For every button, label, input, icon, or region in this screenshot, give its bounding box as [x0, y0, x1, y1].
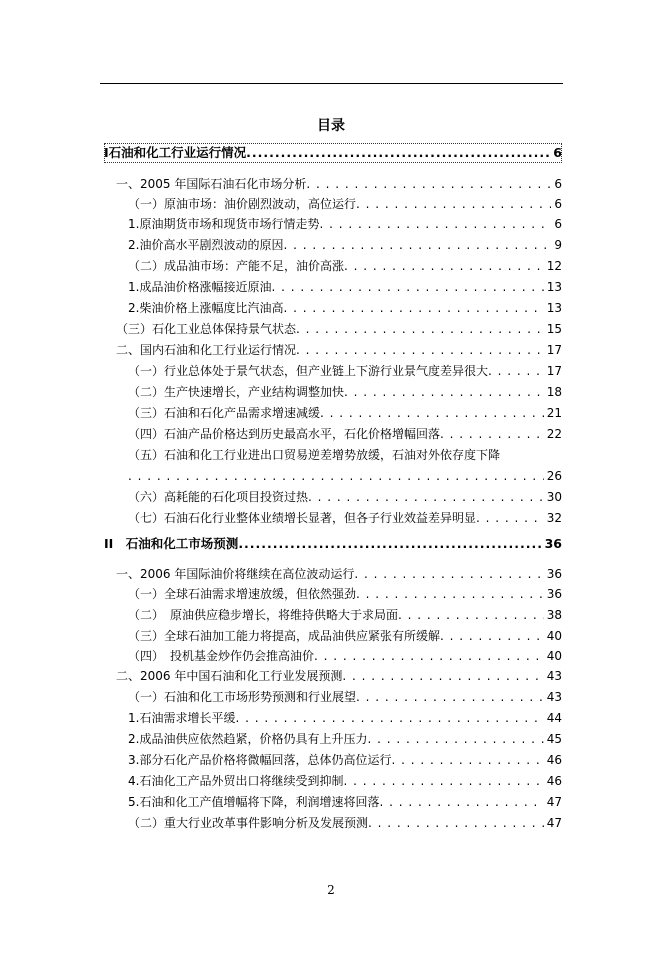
toc-entry-label: 3.部分石化产品价格将微幅回落，总体仍高位运行 — [128, 753, 392, 767]
toc-entry-page: 40 — [546, 629, 562, 643]
toc-entry-label: （一）原油市场：油价剧烈波动，高位运行 — [128, 197, 357, 211]
toc-entry-page: 26 — [546, 469, 562, 483]
toc-entry[interactable] — [128, 361, 562, 381]
toc-entry-page: 17 — [546, 343, 562, 357]
toc-entry-page: 46 — [546, 753, 562, 767]
toc-entry-page: 44 — [546, 711, 562, 725]
toc-entry-label: （二）生产快速增长，产业结构调整加快 — [128, 385, 345, 399]
toc-entry-page: 38 — [546, 608, 562, 622]
toc-entry-page: 6 — [553, 145, 562, 160]
toc-entry-label: （一）行业总体处于景气状态，但产业链上下游行业景气度差异很大 — [128, 364, 489, 378]
toc-entry[interactable] — [128, 382, 562, 402]
toc-entry[interactable] — [116, 174, 562, 194]
toc-entry-page: 43 — [546, 669, 562, 683]
header-rule — [100, 83, 563, 84]
page-number: 2 — [327, 883, 335, 897]
toc-entry-label: （三）石油和石化产品需求增速减缓 — [128, 406, 321, 420]
toc-entry-label: （六）高耗能的石化项目投资过热 — [128, 490, 309, 504]
toc-entry-page: 36 — [546, 587, 562, 601]
toc-entry-page: 9 — [554, 238, 562, 252]
toc-entry-page: 6 — [554, 217, 562, 231]
toc-entry[interactable] — [128, 729, 562, 749]
toc-entry-label: （三）石化工业总体保持景气状态 — [116, 322, 297, 336]
toc-entry-page: 13 — [546, 280, 562, 294]
toc-entry[interactable] — [128, 194, 562, 214]
toc-entry[interactable] — [116, 319, 562, 339]
toc-entry-label: II 石油和化工市场预测 — [104, 536, 239, 551]
toc-entry-page: 46 — [546, 774, 562, 788]
toc-entry[interactable] — [128, 298, 562, 318]
toc-entry[interactable] — [128, 508, 562, 528]
toc-entry[interactable] — [128, 646, 562, 666]
toc-entry[interactable] — [116, 340, 562, 360]
toc-entry[interactable] — [128, 256, 562, 276]
toc-entry-label: （四）石油产品价格达到历史最高水平，石化价格增幅回落 — [128, 427, 441, 441]
toc-entry-page: 17 — [546, 364, 562, 378]
toc-entry-page: 13 — [546, 301, 562, 315]
toc-entry[interactable] — [128, 626, 562, 646]
toc-entry[interactable] — [128, 750, 562, 770]
toc-entry-page: 30 — [546, 490, 562, 504]
toc-entry-label: 1.石油需求增长平缓 — [128, 711, 236, 725]
toc-entry-label: 5.石油和化工产值增幅将下降，利润增速将回落 — [128, 795, 380, 809]
toc-entry-label: （二）成品油市场：产能不足，油价高涨 — [128, 259, 345, 273]
toc-entry-continuation[interactable] — [128, 466, 562, 486]
toc-entry[interactable] — [116, 666, 562, 686]
toc-entry-label: （三）全球石油加工能力将提高，成品油供应紧张有所缓解 — [128, 629, 441, 643]
toc-entry-label: （五）石油和化工行业进出口贸易逆差增势放缓，石油对外依存度下降 — [128, 448, 501, 462]
toc-entry-label: 2.柴油价格上涨幅度比汽油高 — [128, 301, 284, 315]
toc-entry[interactable] — [128, 424, 562, 444]
toc-entry-page: 12 — [546, 259, 562, 273]
toc-entry[interactable] — [128, 214, 562, 234]
toc-entry-page: 45 — [546, 732, 562, 746]
page-title: 目录 — [317, 118, 345, 134]
toc-entry-page: 47 — [546, 816, 562, 830]
toc-entry-page: 21 — [546, 406, 562, 420]
toc-entry-label: （七）石油石化行业整体业绩增长显著，但各子行业效益差异明显 — [128, 511, 477, 525]
toc-entry[interactable] — [128, 605, 562, 625]
toc-entry-page: 43 — [546, 690, 562, 704]
toc-entry-label: 1.原油期货市场和现货市场行情走势 — [128, 217, 320, 231]
toc-entry-label: 2.油价高水平剧烈波动的原因 — [128, 238, 284, 252]
toc-entry[interactable] — [104, 534, 562, 554]
toc-entry[interactable] — [128, 687, 562, 707]
toc-entry[interactable] — [128, 487, 562, 507]
toc-entry-label: （二）重大行业改革事件影响分析及发展预测 — [128, 816, 369, 830]
toc-entry-label: （一）石油和化工市场形势预测和行业展望 — [128, 690, 357, 704]
toc-entry-label: （四） 投机基金炒作仍会推高油价 — [128, 649, 315, 663]
toc-entry-label: 二、2006 年中国石油和化工行业发展预测 — [116, 669, 343, 683]
toc-entry-page: 6 — [554, 177, 562, 191]
toc-entry[interactable] — [128, 277, 562, 297]
toc-entry[interactable] — [128, 813, 562, 833]
toc-entry-page: 32 — [546, 511, 562, 525]
toc-entry-label: 1.成品油价格涨幅接近原油 — [128, 280, 272, 294]
toc-entry-page: 40 — [546, 649, 562, 663]
toc-entry[interactable] — [116, 564, 562, 584]
toc-entry-label: （二） 原油供应稳步增长，将维持供略大于求局面 — [128, 608, 399, 622]
toc-entry-page: 6 — [554, 197, 562, 211]
toc-entry-label: I石油和化工行业运行情况 — [104, 145, 247, 160]
toc-entry-page: 22 — [546, 427, 562, 441]
toc-entry-page: 18 — [546, 385, 562, 399]
toc-entry-page: 47 — [546, 795, 562, 809]
toc-entry[interactable] — [128, 771, 562, 791]
toc-entry[interactable] — [128, 708, 562, 728]
toc-entry-label: 一、2006 年国际油价将继续在高位波动运行 — [116, 567, 355, 581]
toc-entry-label: （一）全球石油需求增速放缓，但依然强劲 — [128, 587, 357, 601]
toc-entry[interactable] — [128, 235, 562, 255]
toc-entry-page: 36 — [546, 567, 562, 581]
toc-entry[interactable] — [128, 403, 562, 423]
toc-entry[interactable] — [128, 792, 562, 812]
toc-entry-page: 15 — [546, 322, 562, 336]
toc-entry-label: 二、国内石油和化工行业运行情况 — [116, 343, 297, 357]
toc-entry[interactable] — [104, 143, 562, 163]
toc-entry-label: 2.成品油供应依然趋紧，价格仍具有上升压力 — [128, 732, 368, 746]
toc-entry-page: 36 — [544, 536, 562, 551]
toc-entry[interactable] — [128, 584, 562, 604]
toc-entry-label: 一、2005 年国际石油石化市场分析 — [116, 177, 307, 191]
toc-entry[interactable] — [128, 445, 562, 465]
toc-entry-label: 4.石油化工产品外贸出口将继续受到抑制 — [128, 774, 344, 788]
